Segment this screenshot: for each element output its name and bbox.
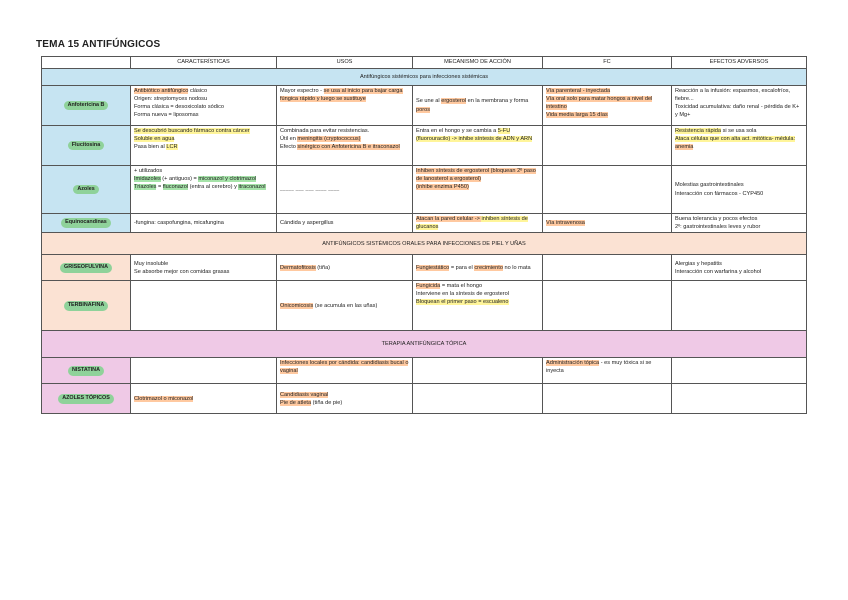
row-terbinafina <box>42 281 807 331</box>
cell-usos <box>277 384 413 414</box>
header-usos: USOS <box>277 57 413 69</box>
drug-label: TERBINAFINA <box>64 301 109 311</box>
highlight: anemia <box>675 144 694 151</box>
header-fc: FC <box>543 57 672 69</box>
highlight: Inhiben síntesis de ergosterol (bloquean 2º paso de lanosterol a ergosterol) <box>416 168 536 183</box>
cell-mecanismo <box>413 126 543 166</box>
text: si se usa sola <box>721 128 757 134</box>
header-efectos: EFECTOS ADVERSOS <box>672 57 807 69</box>
text: Entra en el hongo y se cambia a <box>416 128 498 134</box>
text: Se une al <box>416 98 442 105</box>
highlight: itraconazol <box>238 184 266 191</box>
highlight: Antibiótico antifúngico <box>134 88 189 94</box>
cell-efectos <box>672 126 807 166</box>
text: clásico <box>188 88 208 94</box>
cell-caracteristicas <box>131 86 277 126</box>
highlight: Atacan la pared celular -> <box>416 216 482 222</box>
text: (+ antiguos) = <box>160 176 199 183</box>
highlight: meningitis (cryptococcus) <box>297 136 361 143</box>
highlight: Dermatofitosis <box>280 264 316 271</box>
cell-mecanismo <box>413 358 543 384</box>
cell-usos <box>277 86 413 126</box>
highlight: Vía intravenosa <box>546 220 585 227</box>
text: Muy insoluble <box>134 260 169 267</box>
highlight: candidiasis bucal o vaginal <box>280 360 409 375</box>
cell-fc <box>543 214 672 233</box>
cell-usos <box>277 358 413 384</box>
text: Combinada para evitar resistencias. <box>280 128 370 134</box>
antifungal-table <box>41 56 807 414</box>
section-title-oral: ANTIFÚNGICOS SISTÉMICOS ORALES PARA INFECCIONES DE PIEL Y UÑAS <box>42 233 807 255</box>
highlight: LCR <box>166 144 178 151</box>
cell-mecanismo <box>413 255 543 281</box>
text: Forma nueva = liposomas <box>134 112 199 119</box>
cell-caracteristicas <box>131 126 277 166</box>
cell-mecanismo <box>413 86 543 126</box>
cell-fc <box>543 126 672 166</box>
highlight: ergosterol <box>441 98 467 105</box>
cell-caracteristicas <box>131 358 277 384</box>
highlight: Fungiestático <box>416 264 450 271</box>
highlight: Pie de atleta <box>280 399 312 406</box>
cell-caracteristicas <box>131 281 277 331</box>
text: Efecto <box>280 144 298 151</box>
header-caracteristicas: CARACTERÍSTICAS <box>131 57 277 69</box>
text: Mayor espectro - <box>280 88 324 94</box>
cell-caracteristicas <box>131 384 277 414</box>
header-empty <box>42 57 131 69</box>
highlight: hongos a nivel del intestino <box>546 96 653 111</box>
text: Interviene en la síntesis de ergosterol <box>416 291 509 298</box>
cell-efectos <box>672 281 807 331</box>
highlight: Vía parenteral - inyectada <box>546 88 611 94</box>
drug-cell <box>42 214 131 233</box>
cell-efectos <box>672 86 807 126</box>
drug-cell <box>42 255 131 281</box>
text: Origen: streptomyces nodosu <box>134 96 208 103</box>
text: _____ ___ ___ ____ ____ <box>280 186 340 192</box>
row-equinocandinas <box>42 214 807 233</box>
text: = mata el hongo <box>440 283 483 290</box>
highlight: poros <box>416 106 430 113</box>
section-title-topical: TERAPIA ANTIFÚNGICA TÓPICA <box>42 331 807 358</box>
text: Buena tolerancia y pocos efectos <box>675 216 758 222</box>
cell-efectos <box>672 358 807 384</box>
highlight: Ataca células que con alta act. mitótica- médula: <box>675 136 796 143</box>
cell-fc <box>543 255 672 281</box>
row-flucitosina <box>42 126 807 166</box>
cell-efectos <box>672 214 807 233</box>
highlight: Bloquean el primer paso = escualeno <box>416 299 509 306</box>
highlight: Infecciones locales por cándida: <box>280 360 362 367</box>
cell-caracteristicas <box>131 214 277 233</box>
text: Útil en <box>280 136 298 143</box>
highlight: fluconazol <box>162 184 189 191</box>
row-griseofulvina <box>42 255 807 281</box>
highlight: (inhibe enzima P450) <box>416 184 469 191</box>
cell-efectos <box>672 255 807 281</box>
cell-mecanismo <box>413 166 543 214</box>
highlight: Imidazoles <box>134 176 161 183</box>
highlight: crecimiento <box>474 264 503 271</box>
text: = para el <box>449 264 475 271</box>
drug-cell <box>42 86 131 126</box>
cell-mecanismo <box>413 214 543 233</box>
drug-label: Equinocandinas <box>61 218 111 228</box>
drug-label: GRISEOFULVINA <box>60 263 112 273</box>
text: Interacción con warfarina y alcohol <box>675 268 762 275</box>
text: 2º: gastrointestinales leves y rubor <box>675 224 761 231</box>
cell-usos <box>277 255 413 281</box>
highlight: Administración tópica <box>546 360 600 367</box>
text: + utilizados <box>134 168 163 174</box>
cell-fc <box>543 384 672 414</box>
text: Forma clásica = desoxicolato sódico <box>134 104 225 111</box>
section-title-systemic: Antifúngicos sistémicos para infecciones sistémicas <box>42 69 807 86</box>
highlight: miconazol y clotrimazol <box>198 176 257 183</box>
text: Cándida y aspergillus <box>280 220 334 227</box>
text: - es muy tóxica si se inyecta <box>546 360 652 375</box>
highlight: Se descubrió buscando fármaco contra cáncer <box>134 128 250 134</box>
drug-label: AZOLES TÓPICOS <box>58 394 114 404</box>
highlight: Vida media larga 15 días <box>546 112 608 119</box>
section-row-topical <box>42 331 807 358</box>
drug-cell <box>42 126 131 166</box>
header-row <box>42 57 807 69</box>
cell-fc <box>543 281 672 331</box>
text: -fungina: caspofungina, micafungina <box>134 220 224 227</box>
cell-efectos <box>672 166 807 214</box>
page-title: TEMA 15 ANTIFÚNGICOS <box>36 39 161 50</box>
drug-cell <box>42 384 131 414</box>
cell-caracteristicas <box>131 166 277 214</box>
drug-label: NISTATINA <box>68 366 104 376</box>
text: = <box>156 184 163 191</box>
text: Reacción a la infusión: espasmos, escalofríos, fiebre... <box>675 88 791 103</box>
highlight: Fungicida <box>416 283 441 290</box>
cell-fc <box>543 86 672 126</box>
drug-cell <box>42 166 131 214</box>
cell-mecanismo <box>413 384 543 414</box>
highlight: Onicomicosis <box>280 302 314 309</box>
highlight: Clotrimazol o miconazol <box>134 395 194 402</box>
row-anfotericina <box>42 86 807 126</box>
cell-usos <box>277 214 413 233</box>
section-row-systemic <box>42 69 807 86</box>
drug-cell <box>42 358 131 384</box>
cell-efectos <box>672 384 807 414</box>
text: Se absorbe mejor con comidas grasas <box>134 268 230 275</box>
text: Toxicidad acumulativa: daño renal - pérdida de K+ y Mg+ <box>675 104 800 119</box>
text: (entra al cerebro) y <box>188 184 239 191</box>
cell-usos <box>277 126 413 166</box>
text: en la membrana y forma <box>466 98 529 105</box>
header-mecanismo: MECANISMO DE ACCIÓN <box>413 57 543 69</box>
text: (tiña) <box>315 264 331 271</box>
highlight: se usa al inicio para bajar carga fúngica rápido y luego se sustituye <box>280 88 403 103</box>
highlight: sinérgico con Anfotericina B e itraconazol <box>297 144 400 151</box>
row-azoles <box>42 166 807 214</box>
highlight: 5-FU (fluorouracilo) <box>416 128 511 143</box>
row-nistatina <box>42 358 807 384</box>
drug-label: Flucitosina <box>68 141 104 151</box>
highlight: Resistencia rápida <box>675 128 722 134</box>
text: (tiña de pie) <box>311 399 343 406</box>
section-row-oral <box>42 233 807 255</box>
text: no lo mata <box>502 264 531 271</box>
highlight: Soluble en agua <box>134 136 175 143</box>
cell-mecanismo <box>413 281 543 331</box>
row-azoles-topicos <box>42 384 807 414</box>
cell-fc <box>543 358 672 384</box>
cell-fc <box>543 166 672 214</box>
text: Molestias gastrointestinales <box>675 182 744 189</box>
cell-usos <box>277 166 413 214</box>
highlight: -> inhibe síntesis de ADN y ARN <box>450 136 533 143</box>
highlight: inhiben síntesis de glucanos <box>416 216 528 231</box>
text: Interacción con fármacos - CYP450 <box>675 190 764 197</box>
text: (se acumula en las uñas) <box>313 302 378 309</box>
drug-cell <box>42 281 131 331</box>
highlight: Vía oral solo para matar <box>546 96 608 103</box>
cell-caracteristicas <box>131 255 277 281</box>
highlight: Triazoles <box>134 184 157 191</box>
text: Pasa bien al <box>134 144 167 151</box>
drug-label: Anfotericina B <box>64 101 109 111</box>
cell-usos <box>277 281 413 331</box>
text: Alergias y hepatitis <box>675 260 722 267</box>
drug-label: Azoles <box>73 185 98 195</box>
highlight: Candidiasis vaginal <box>280 391 329 398</box>
